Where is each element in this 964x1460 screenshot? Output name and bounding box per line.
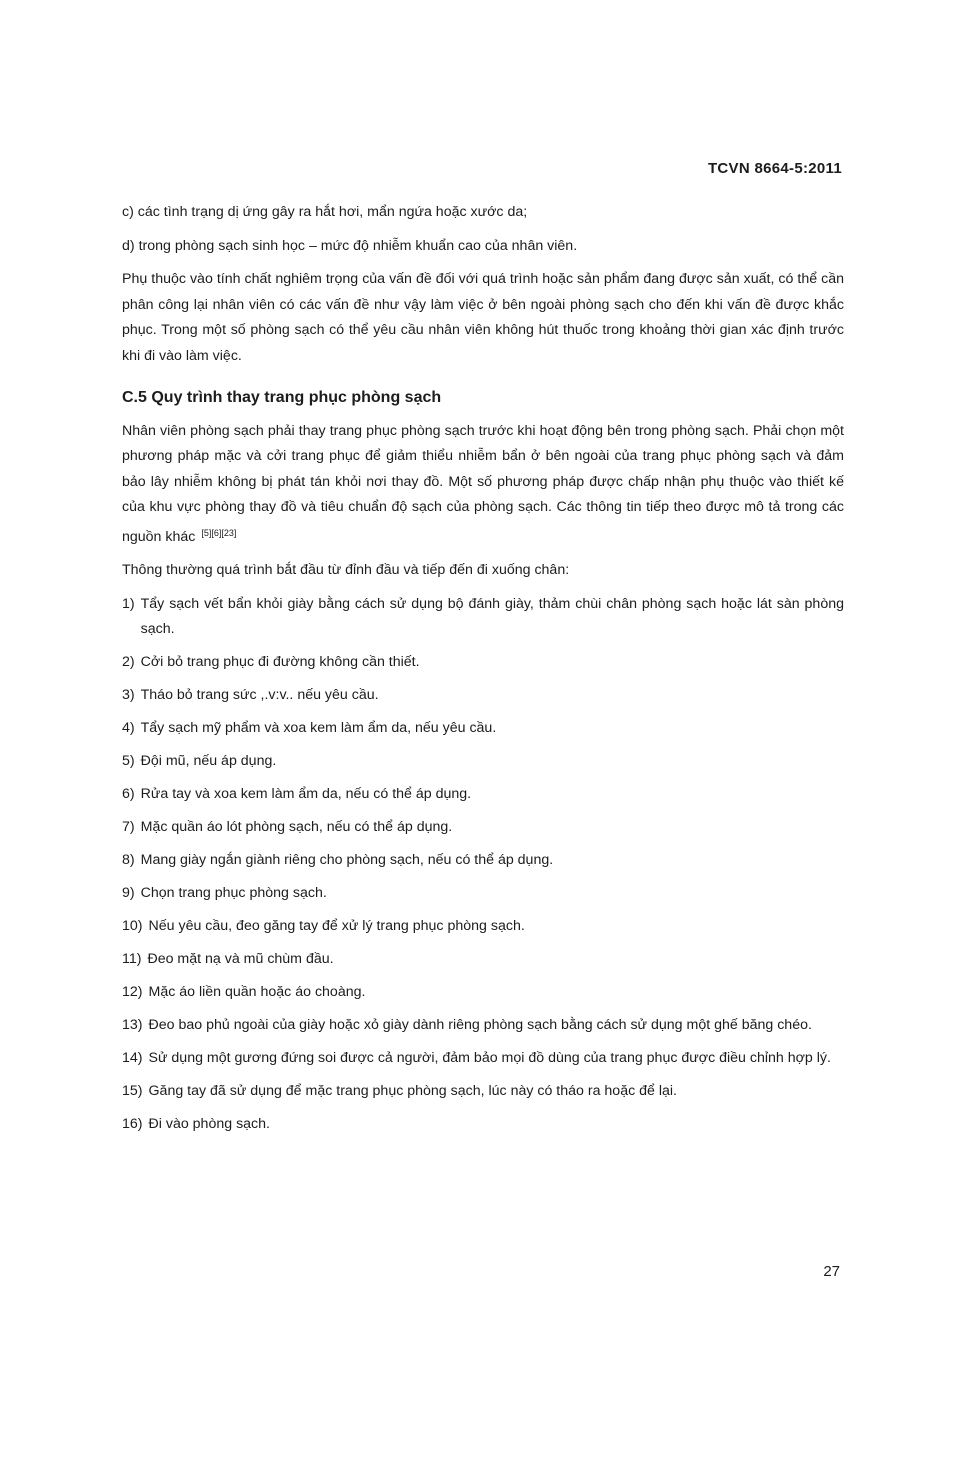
step-number: 7): [122, 819, 135, 835]
step-text: Đeo bao phủ ngoài của giày hoặc xỏ giày dành riêng phòng sạch bằng cách sử dụng một ghế băng chéo.: [148, 1017, 812, 1033]
step-text: Đi vào phòng sạch.: [148, 1116, 270, 1132]
step-item: [122, 1046, 844, 1072]
step-number: 8): [122, 852, 135, 868]
step-number: 9): [122, 885, 135, 901]
step-number: 12): [122, 984, 143, 1000]
step-text: Mang giày ngắn giành riêng cho phòng sạch, nếu có thể áp dụng.: [140, 852, 554, 868]
citation-reference: [5][6][23]: [201, 527, 237, 538]
step-item: [122, 848, 844, 874]
section-paragraph-text: Nhân viên phòng sạch phải thay trang phục phòng sạch trước khi hoạt động bên trong phòng sạch. Phải chọn một phương pháp mặc và cởi trang phục để giảm thiểu nhiễm bẩn ở bên ngoài của trang phục phòng sạch và đảm bảo lây nhiễm không bị phát tán khỏi nơi thay đồ. Một số phương pháp được chấp nhận phụ thuộc vào thiết kế của khu vực phòng thay đồ và tiêu chuẩn độ sạch của phòng sạch. Các thông tin tiếp theo được mô tả trong các nguồn khác: [122, 422, 844, 545]
step-text: Mặc áo liền quần hoặc áo choàng.: [148, 984, 366, 1000]
list-item-d: [122, 234, 844, 260]
step-text: Găng tay đã sử dụng để mặc trang phục phòng sạch, lúc này có tháo ra hoặc để lại.: [148, 1083, 677, 1099]
page-number: 27: [823, 1263, 840, 1280]
step-item: [122, 782, 844, 808]
step-text: Tẩy sạch vết bẩn khỏi giày bằng cách sử dụng bộ đánh giày, thảm chùi chân phòng sạch hoặc lát sàn phòng sạch.: [140, 595, 844, 637]
step-text: Mặc quần áo lót phòng sạch, nếu có thể áp dụng.: [140, 819, 453, 835]
step-text: Đeo mặt nạ và mũ chùm đầu.: [147, 951, 334, 967]
step-text: Cởi bỏ trang phục đi đường không cần thiết.: [140, 654, 420, 670]
step-text: Sử dụng một gương đứng soi được cả người, đảm bảo mọi đồ dùng của trang phục được điều chỉnh hợp lý.: [148, 1050, 831, 1066]
section-heading: C.5 Quy trình thay trang phục phòng sạch: [122, 389, 442, 406]
step-item: [122, 1079, 844, 1105]
step-text: Đội mũ, nếu áp dụng.: [140, 753, 277, 769]
step-number: 1): [122, 595, 135, 612]
step-number: 5): [122, 753, 135, 769]
step-number: 15): [122, 1083, 143, 1099]
list-item-label: c): [122, 204, 134, 220]
step-text: Nếu yêu cầu, đeo găng tay để xử lý trang phục phòng sạch.: [148, 918, 525, 934]
step-item: [122, 716, 844, 742]
step-item: [122, 592, 844, 643]
step-text: Tháo bỏ trang sức ,.v:v.. nếu yêu cầu.: [140, 687, 379, 703]
standard-code: TCVN 8664-5:2011: [707, 160, 842, 177]
step-item: [122, 815, 844, 841]
list-item-text: trong phòng sạch sinh học – mức độ nhiễm khuẩn cao của nhân viên.: [138, 237, 578, 254]
step-number: 3): [122, 687, 135, 703]
step-number: 11): [122, 951, 142, 967]
page-content: [122, 200, 844, 1145]
list-item-label: d): [122, 237, 135, 254]
step-text: Tẩy sạch mỹ phẩm và xoa kem làm ẩm da, nếu yêu cầu.: [140, 720, 497, 736]
step-number: 6): [122, 786, 135, 802]
step-number: 13): [122, 1017, 143, 1033]
section-paragraph: [122, 419, 844, 551]
step-text: Rửa tay và xoa kem làm ẩm da, nếu có thể áp dụng.: [140, 786, 472, 802]
step-number: 14): [122, 1050, 143, 1066]
step-item: [122, 1112, 844, 1138]
section-intro: Thông thường quá trình bắt đầu từ đỉnh đầu và tiếp đến đi xuống chân:: [122, 562, 570, 578]
step-item: [122, 914, 844, 940]
step-item: [122, 947, 844, 973]
step-item: [122, 980, 844, 1006]
step-number: 2): [122, 654, 135, 670]
step-item: [122, 650, 844, 676]
list-item-text: các tình trạng dị ứng gây ra hắt hơi, mẩn ngứa hoặc xước da;: [137, 204, 528, 220]
steps-list: [122, 592, 844, 1138]
step-item: [122, 881, 844, 907]
list-item-c: [122, 200, 844, 226]
step-item: [122, 683, 844, 709]
step-number: 4): [122, 720, 135, 736]
step-item: [122, 749, 844, 775]
step-number: 16): [122, 1116, 143, 1132]
paragraph-staff-reassignment: Phụ thuộc vào tính chất nghiêm trọng của vấn đề đối với quá trình hoặc sản phẩm đang được sản xuất, có thể cần phân công lại nhân viên có các vấn đề như vậy làm việc ở bên ngoài phòng sạch cho đến khi vấn đề được khắc phục. Trong một số phòng sạch có thể yêu cầu nhân viên không hút thuốc trong khoảng thời gian xác định trước khi đi vào làm việc.: [122, 271, 844, 364]
step-text: Chọn trang phục phòng sạch.: [140, 885, 327, 901]
step-number: 10): [122, 918, 143, 934]
step-item: [122, 1013, 844, 1039]
